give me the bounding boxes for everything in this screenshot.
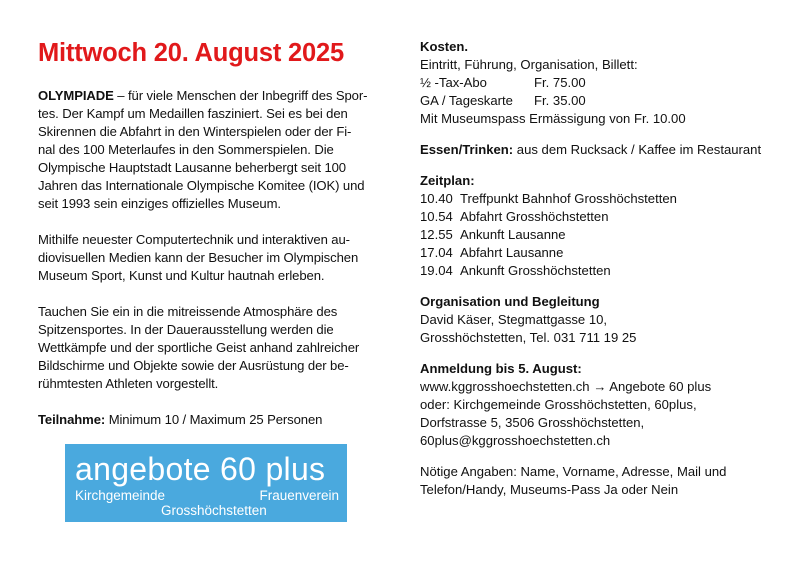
costs-title: Kosten. [420, 39, 469, 54]
media-paragraph [38, 231, 384, 285]
schedule-row [420, 190, 792, 208]
intro-line: Skirennen die Abfahrt in den Winterspielen oder der Fi- [38, 124, 352, 139]
schedule-row [420, 262, 792, 280]
organisation-line: David Käser, Stegmattgasse 10, [420, 312, 608, 327]
food-label: Essen/Trinken: [420, 142, 514, 157]
logo-kirchgemeinde: Kirchgemeinde [75, 488, 166, 503]
required-info-line: Telefon/Handy, Museums-Pass Ja oder Nein [420, 482, 679, 497]
registration-section [420, 360, 792, 450]
schedule-event: Ankunft Lausanne [460, 227, 566, 242]
registration-title: Anmeldung bis 5. August: [420, 361, 582, 376]
schedule-row [420, 226, 792, 244]
intro-line: nal des 100 Meterlaufes in den Sommerspielen. Die [38, 142, 334, 157]
exhibition-line: Spitzensportes. In der Dauerausstellung werden die [38, 322, 334, 337]
schedule-section [420, 172, 792, 280]
registration-line: Dorfstrasse 5, 3506 Grosshöchstetten, [420, 415, 645, 430]
cost-label: ½ -Tax-Abo [420, 75, 487, 90]
cost-value: Fr. 75.00 [534, 75, 586, 90]
media-line: Museum Sport, Kunst und Kultur hautnah erleben. [38, 268, 325, 283]
media-line: Mithilfe neuester Computertechnik und interaktiven au- [38, 232, 350, 247]
schedule-event: Ankunft Grosshöchstetten [460, 263, 611, 278]
schedule-time: 12.55 [420, 227, 453, 242]
intro-paragraph [38, 87, 384, 213]
schedule-time: 10.40 [420, 191, 453, 206]
food-value: aus dem Rucksack / Kaffee im Restaurant [513, 142, 762, 157]
organisation-section [420, 293, 792, 347]
page-title: Mittwoch 20. August 2025 [38, 39, 344, 67]
schedule-title: Zeitplan: [420, 173, 475, 188]
exhibition-line: rühmtesten Athleten vorgestellt. [38, 376, 219, 391]
organisation-line: Grosshöchstetten, Tel. 031 711 19 25 [420, 330, 637, 345]
schedule-time: 19.04 [420, 263, 453, 278]
exhibition-line: Tauchen Sie ein in die mitreissende Atmosphäre des [38, 304, 338, 319]
cost-row [420, 92, 792, 110]
costs-note: Mit Museumspass Ermässigung von Fr. 10.00 [420, 111, 686, 126]
participation-value: Minimum 10 / Maximum 25 Personen [105, 412, 323, 427]
cost-label: GA / Tageskarte [420, 93, 513, 108]
registration-line: oder: Kirchgemeinde Grosshöchstetten, 60plus, [420, 397, 697, 412]
food-section [420, 141, 792, 159]
schedule-event: Abfahrt Grosshöchstetten [460, 209, 609, 224]
angebote-60-plus-logo [65, 444, 347, 522]
cost-row [420, 74, 792, 92]
exhibition-line: Bildschirme und Objekte sowie der Ausrüstung der be- [38, 358, 349, 373]
logo-main-text: angebote 60 plus [75, 451, 326, 487]
schedule-time: 10.54 [420, 209, 453, 224]
registration-line: 60plus@kggrosshoechstetten.ch [420, 433, 611, 448]
required-info-section [420, 463, 792, 499]
media-line: diovisuellen Medien kann der Besucher im Olympischen [38, 250, 359, 265]
intro-line: Jahren das Internationale Olympische Komitee (IOK) und [38, 178, 365, 193]
intro-line: Olympische Hauptstadt Lausanne beherbergt seit 100 [38, 160, 346, 175]
participation-label: Teilnahme: [38, 412, 106, 427]
exhibition-line: Wettkämpfe und der sportliche Geist anhand zahlreicher [38, 340, 360, 355]
schedule-row [420, 208, 792, 226]
logo-frauenverein: Frauenverein [259, 488, 339, 503]
costs-intro: Eintritt, Führung, Organisation, Billett: [420, 57, 638, 72]
intro-line: tes. Der Kampf um Medaillen fasziniert. Sei es bei den [38, 106, 348, 121]
cost-value: Fr. 35.00 [534, 93, 586, 108]
registration-line: www.kggrosshoechstetten.ch → Angebote 60 plus [420, 379, 712, 394]
schedule-event: Abfahrt Lausanne [460, 245, 564, 260]
schedule-event: Treffpunkt Bahnhof Grosshöchstetten [460, 191, 677, 206]
logo-grosshoechstetten: Grosshöchstetten [161, 503, 267, 518]
schedule-time: 17.04 [420, 245, 453, 260]
food-line [420, 141, 792, 159]
intro-line: – für viele Menschen der Inbegriff des Spor- [113, 88, 368, 103]
left-column [38, 38, 384, 447]
schedule-row [420, 244, 792, 262]
right-column [420, 38, 792, 512]
intro-line: seit 1993 sein einziges offizielles Museum. [38, 196, 281, 211]
intro-lead: OLYMPIADE [38, 88, 114, 103]
exhibition-paragraph [38, 303, 384, 393]
participation-line [38, 411, 384, 429]
costs-section [420, 38, 792, 128]
required-info-line: Nötige Angaben: Name, Vorname, Adresse, Mail und [420, 464, 727, 479]
organisation-title: Organisation und Begleitung [420, 294, 600, 309]
